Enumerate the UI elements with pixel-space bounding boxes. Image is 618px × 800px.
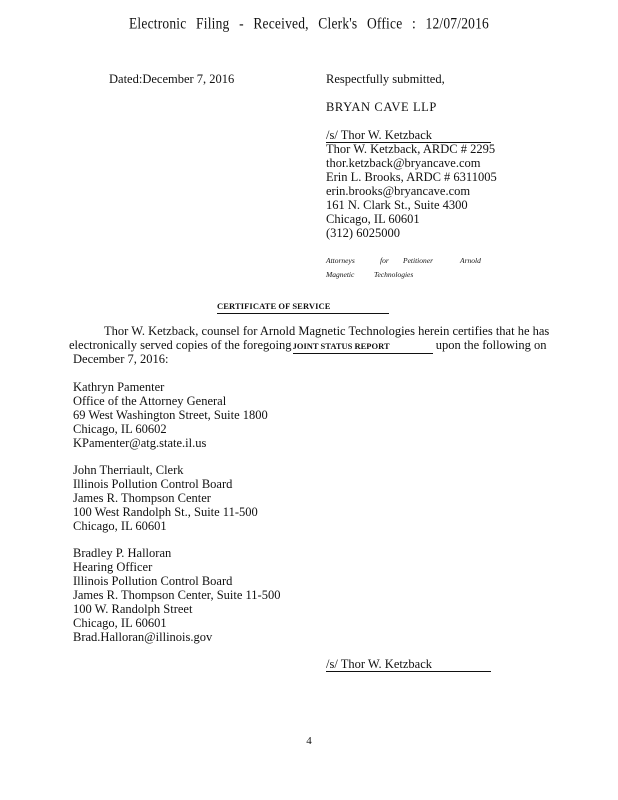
recipient-line: Hearing Officer — [73, 560, 153, 574]
recipient-line: James R. Thompson Center — [73, 491, 211, 505]
recipient-block — [73, 463, 258, 533]
served-copies-text: electronically served copies of the foregoing — [69, 338, 292, 352]
petitioner-word: Petitioner — [403, 256, 433, 265]
technologies-word: Technologies — [374, 270, 414, 279]
attorney-line: Chicago, IL 60601 — [326, 212, 420, 226]
attorney-line: (312) 6025000 — [326, 226, 400, 240]
dated-line: Dated:December 7, 2016 — [109, 72, 235, 86]
attorney-line: 161 N. Clark St., Suite 4300 — [326, 198, 468, 212]
recipient-line: Kathryn Pamenter — [73, 380, 165, 394]
recipient-line: Brad.Halloran@illinois.gov — [73, 630, 213, 644]
recipient-line: Office of the Attorney General — [73, 394, 227, 408]
recipient-line: Bradley P. Halloran — [73, 546, 172, 560]
recipient-line: 100 W. Randolph Street — [73, 602, 193, 616]
upon-following-text: upon the following on — [435, 338, 547, 352]
certificate-title — [217, 296, 389, 314]
recipient-line: Chicago, IL 60601 — [73, 616, 167, 630]
closing-signature-line — [326, 657, 491, 672]
recipient-line: John Therriault, Clerk — [73, 463, 184, 477]
certificate-para-line1: Thor W. Ketzback, counsel for Arnold Magnetic Technologies herein certifies that he has — [104, 324, 550, 338]
recipient-line: Chicago, IL 60602 — [73, 422, 167, 436]
attorney-contact-block — [326, 142, 497, 240]
attorney-line: thor.ketzback@bryancave.com — [326, 156, 481, 170]
certificate-para-line3: December 7, 2016: — [73, 352, 169, 366]
attorneys-word: Attorneys — [326, 256, 355, 265]
recipient-line: 69 West Washington Street, Suite 1800 — [73, 408, 268, 422]
recipient-line: 100 West Randolph St., Suite 11-500 — [73, 505, 258, 519]
page-number: 4 — [306, 735, 312, 747]
firm-name: BRYAN CAVE LLP — [326, 100, 437, 114]
attorney-line: Thor W. Ketzback, ARDC # 2295 — [326, 142, 496, 156]
certificate-title-text: CERTIFICATE OF SERVICE — [217, 300, 389, 314]
attorney-line: erin.brooks@bryancave.com — [326, 184, 471, 198]
recipient-line: Illinois Pollution Control Board — [73, 574, 233, 588]
for-word: for — [380, 256, 389, 265]
filing-banner: Electronic Filing - Received, Clerk's Office : 12/07/2016 — [128, 14, 489, 33]
recipient-line: Chicago, IL 60601 — [73, 519, 167, 533]
respectfully-submitted: Respectfully submitted, — [326, 72, 445, 86]
recipient-block — [73, 380, 268, 450]
signature-text: /s/ Thor W. Ketzback — [326, 129, 491, 143]
signature-line — [326, 128, 491, 143]
document-title: JOINT STATUS REPORT — [293, 340, 433, 354]
attorney-line: Erin L. Brooks, ARDC # 6311005 — [326, 170, 497, 184]
arnold-word: Arnold — [460, 256, 481, 265]
recipient-line: James R. Thompson Center, Suite 11-500 — [73, 588, 281, 602]
closing-signature-text: /s/ Thor W. Ketzback — [326, 658, 491, 672]
recipient-line: Illinois Pollution Control Board — [73, 477, 233, 491]
recipient-block — [73, 546, 280, 644]
magnetic-word: Magnetic — [326, 270, 355, 279]
recipient-line: KPamenter@atg.state.il.us — [73, 436, 207, 450]
